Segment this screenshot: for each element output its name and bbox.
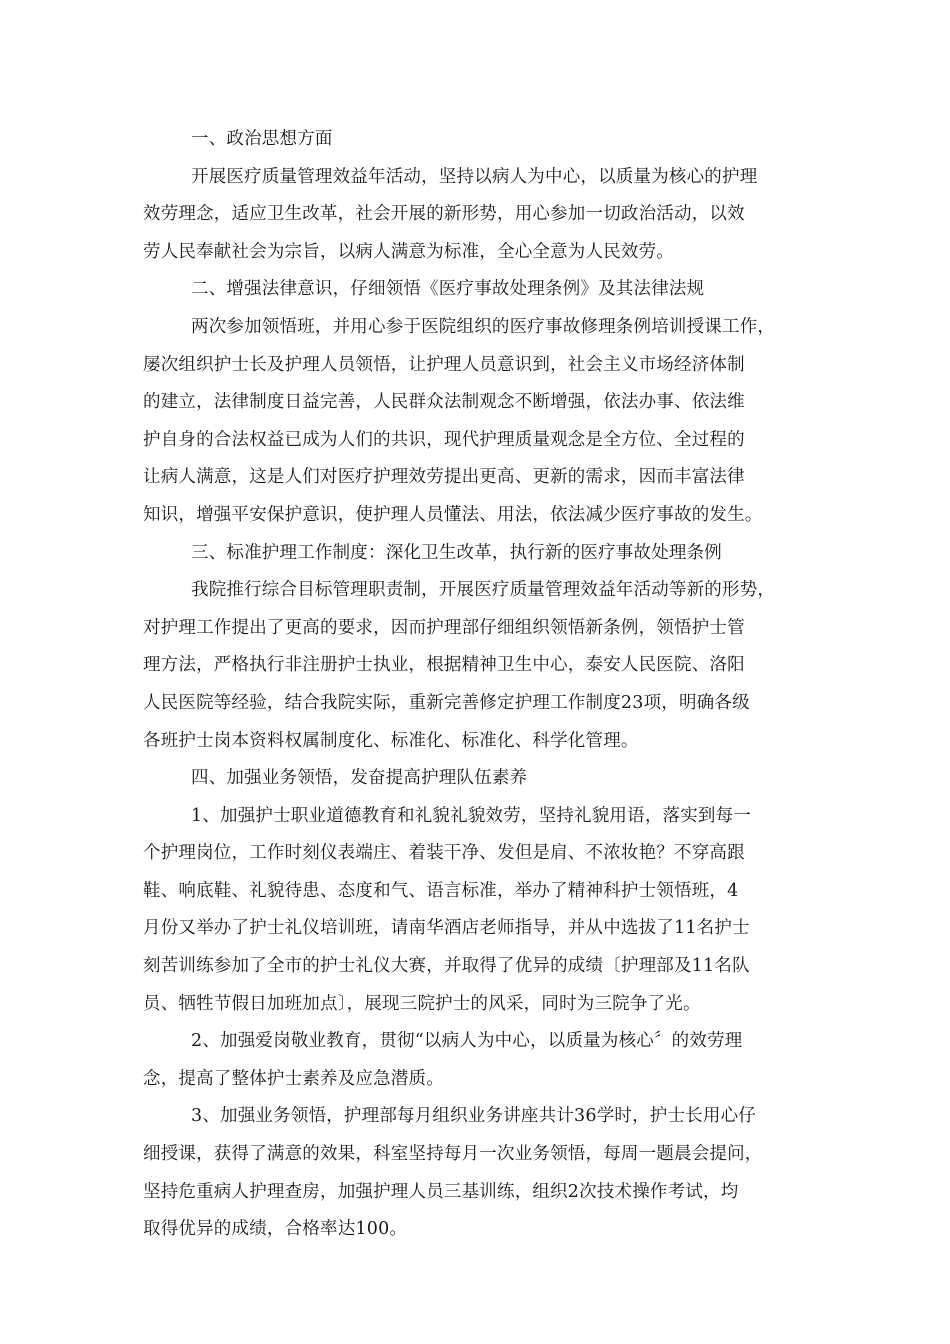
document-body xyxy=(143,121,823,1249)
text-line: 劳人民奉献社会为宗旨，以病人满意为标准，全心全意为人民效劳。 xyxy=(143,241,674,262)
text-line: 对护理工作提出了更高的要求，因而护理部仔细组织领悟新条例，领悟护士管 xyxy=(143,617,745,638)
text-line: 细授课，获得了满意的效果，科室坚持每月一次业务领悟，每周一题晨会提问， xyxy=(143,1144,763,1165)
text-line: 刻苦训练参加了全市的护士礼仪大赛，并取得了优异的成绩〔护理部及11名队 xyxy=(143,956,750,977)
text-line: 三、标准护理工作制度：深化卫生改革，执行新的医疗事故处理条例 xyxy=(191,542,722,563)
text-line: 个护理岗位，工作时刻仪表端庄、着装干净、发但是肩、不浓妆艳？不穿高跟 xyxy=(143,843,745,864)
text-line: 各班护士岗本资料权属制度化、标准化、标准化、科学化管理。 xyxy=(143,730,639,751)
text-line: 3、加强业务领悟，护理部每月组织业务讲座共计36学时，护士长用心仔 xyxy=(191,1106,756,1127)
text-line: 坚持危重病人护理查房，加强护理人员三基训练，组织2次技术操作考试，均 xyxy=(143,1181,739,1202)
text-line: 月份又举办了护士礼仪培训班，请南华酒店老师指导，并从中选拔了11名护士 xyxy=(143,918,750,939)
text-line: 取得优异的成绩，合格率达100。 xyxy=(143,1219,408,1240)
text-line: 1、加强护士职业道德教育和礼貌礼貌效劳，坚持礼貌用语，落实到每一 xyxy=(191,805,752,826)
text-line: 开展医疗质量管理效益年活动，坚持以病人为中心，以质量为核心的护理 xyxy=(191,166,758,187)
text-line: 四、加强业务领悟，发奋提高护理队伍素养 xyxy=(191,768,528,789)
text-line: 2、加强爱岗敬业教育，贯彻“以病人为中心，以质量为核心〞的效劳理 xyxy=(191,1031,743,1052)
text-line: 理方法，严格执行非注册护士执业，根据精神卫生中心，泰安人民医院、洛阳 xyxy=(143,655,745,676)
text-line: 员、牺牲节假日加班加点〕，展现三院护士的风采，同时为三院争了光。 xyxy=(143,993,701,1014)
text-line: 知识，增强平安保护意识，使护理人员懂法、用法，依法减少医疗事故的发生。 xyxy=(143,504,763,525)
text-line: 人民医院等经验，结合我院实际，重新完善修定护理工作制度23项，明确各级 xyxy=(143,692,750,713)
text-line: 效劳理念，适应卫生改革，社会开展的新形势，用心参加一切政治活动，以效 xyxy=(143,204,745,225)
text-line: 念，提高了整体护士素养及应急潜质。 xyxy=(143,1068,444,1089)
text-line: 二、增强法律意识，仔细领悟《医疗事故处理条例》及其法律法规 xyxy=(191,279,705,300)
text-line: 护自身的合法权益已成为人们的共识，现代护理质量观念是全方位、全过程的 xyxy=(143,429,745,450)
text-line: 两次参加领悟班，并用心参于医院组织的医疗事故修理条例培训授课工作， xyxy=(191,316,776,337)
text-line: 一、政治思想方面 xyxy=(191,129,333,149)
text-line: 让病人满意，这是人们对医疗护理效劳提出更高、更新的需求，因而丰富法律 xyxy=(143,467,745,488)
text-line: 屡次组织护士长及护理人员领悟，让护理人员意识到，社会主义市场经济体制 xyxy=(143,354,745,375)
text-line: 的建立，法律制度日益完善，人民群众法制观念不断增强，依法办事、依法维 xyxy=(143,392,745,413)
text-line: 我院推行综合目标管理职责制，开展医疗质量管理效益年活动等新的形势， xyxy=(191,580,776,601)
text-line: 鞋、响底鞋、礼貌待患、态度和气、语言标准，举办了精神科护士领悟班，4 xyxy=(143,880,739,901)
